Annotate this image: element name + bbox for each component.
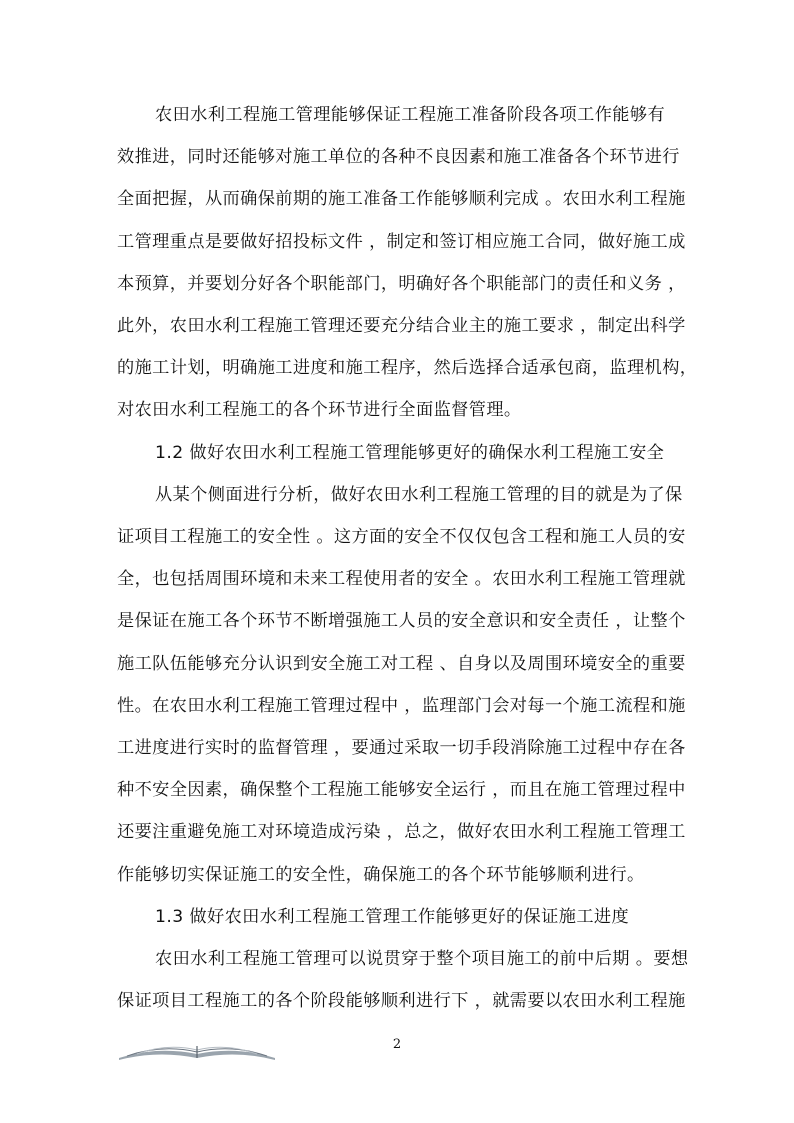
text-line: 全，也包括周围环境和未来工程使用者的安全 。农田水利工程施工管理就 xyxy=(117,569,686,590)
text-line: 1.2 做好农田水利工程施工管理能够更好的确保水利工程施工安全 xyxy=(155,442,665,463)
text-line: 作能够切实保证施工的安全性，确保施工的各个环节能够顺利进行。 xyxy=(117,864,645,885)
text-line: 对农田水利工程施工的各个环节进行全面监督管理。 xyxy=(117,400,522,421)
text-line: 保证项目工程施工的各个阶段能够顺利进行下 ，就需要以农田水利工程施 xyxy=(117,991,686,1012)
text-line: 农田水利工程施工管理可以说贯穿于整个项目施工的前中后期 。要想 xyxy=(155,949,689,969)
text-line: 效推进，同时还能够对施工单位的各种不良因素和施工准备各个环节进行 xyxy=(117,147,680,168)
text-line: 种不安全因素，确保整个工程施工能够安全运行 ，而且在施工管理过程中 xyxy=(117,780,686,801)
text-line: 工进度进行实时的监督管理 ，要通过采取一切手段消除施工过程中存在各 xyxy=(117,738,686,758)
text-line: 1.3 做好农田水利工程施工管理工作能够更好的保证施工进度 xyxy=(155,906,630,927)
text-line: 还要注重避免施工对环境造成污染 ，总之，做好农田水利工程施工管理工 xyxy=(117,822,686,843)
text-line: 全面把握，从而确保前期的施工准备工作能够顺利完成 。农田水利工程施 xyxy=(117,189,686,210)
text-line: 此外，农田水利工程施工管理还要充分结合业主的施工要求 ，制定出科学 xyxy=(117,316,686,336)
text-line: 是保证在施工各个环节不断增强施工人员的安全意识和安全责任 ，让整个 xyxy=(117,611,686,632)
text-line: 证项目工程施工的安全性 。这方面的安全不仅仅包含工程和施工人员的安 xyxy=(117,527,686,547)
text-line: 性。在农田水利工程施工管理过程中 ，监理部门会对每一个施工流程和施 xyxy=(117,695,686,716)
page-number: 2 xyxy=(392,1037,402,1052)
text-line: 的施工计划，明确施工进度和施工程序，然后选择合适承包商，监理机构， xyxy=(117,358,698,379)
text-line: 本预算，并要划分好各个职能部门，明确好各个职能部门的责任和义务 ， xyxy=(117,273,686,294)
text-line: 农田水利工程施工管理能够保证工程施工准备阶段各项工作能够有 xyxy=(155,105,666,125)
text-line: 施工队伍能够充分认识到安全施工对工程 、自身以及周围环境安全的重要 xyxy=(117,653,686,674)
text-line: 从某个侧面进行分析，做好农田水利工程施工管理的目的就是为了保 xyxy=(155,484,683,505)
text-line: 工管理重点是要做好招投标文件 ，制定和签订相应施工合同，做好施工成 xyxy=(117,231,686,252)
